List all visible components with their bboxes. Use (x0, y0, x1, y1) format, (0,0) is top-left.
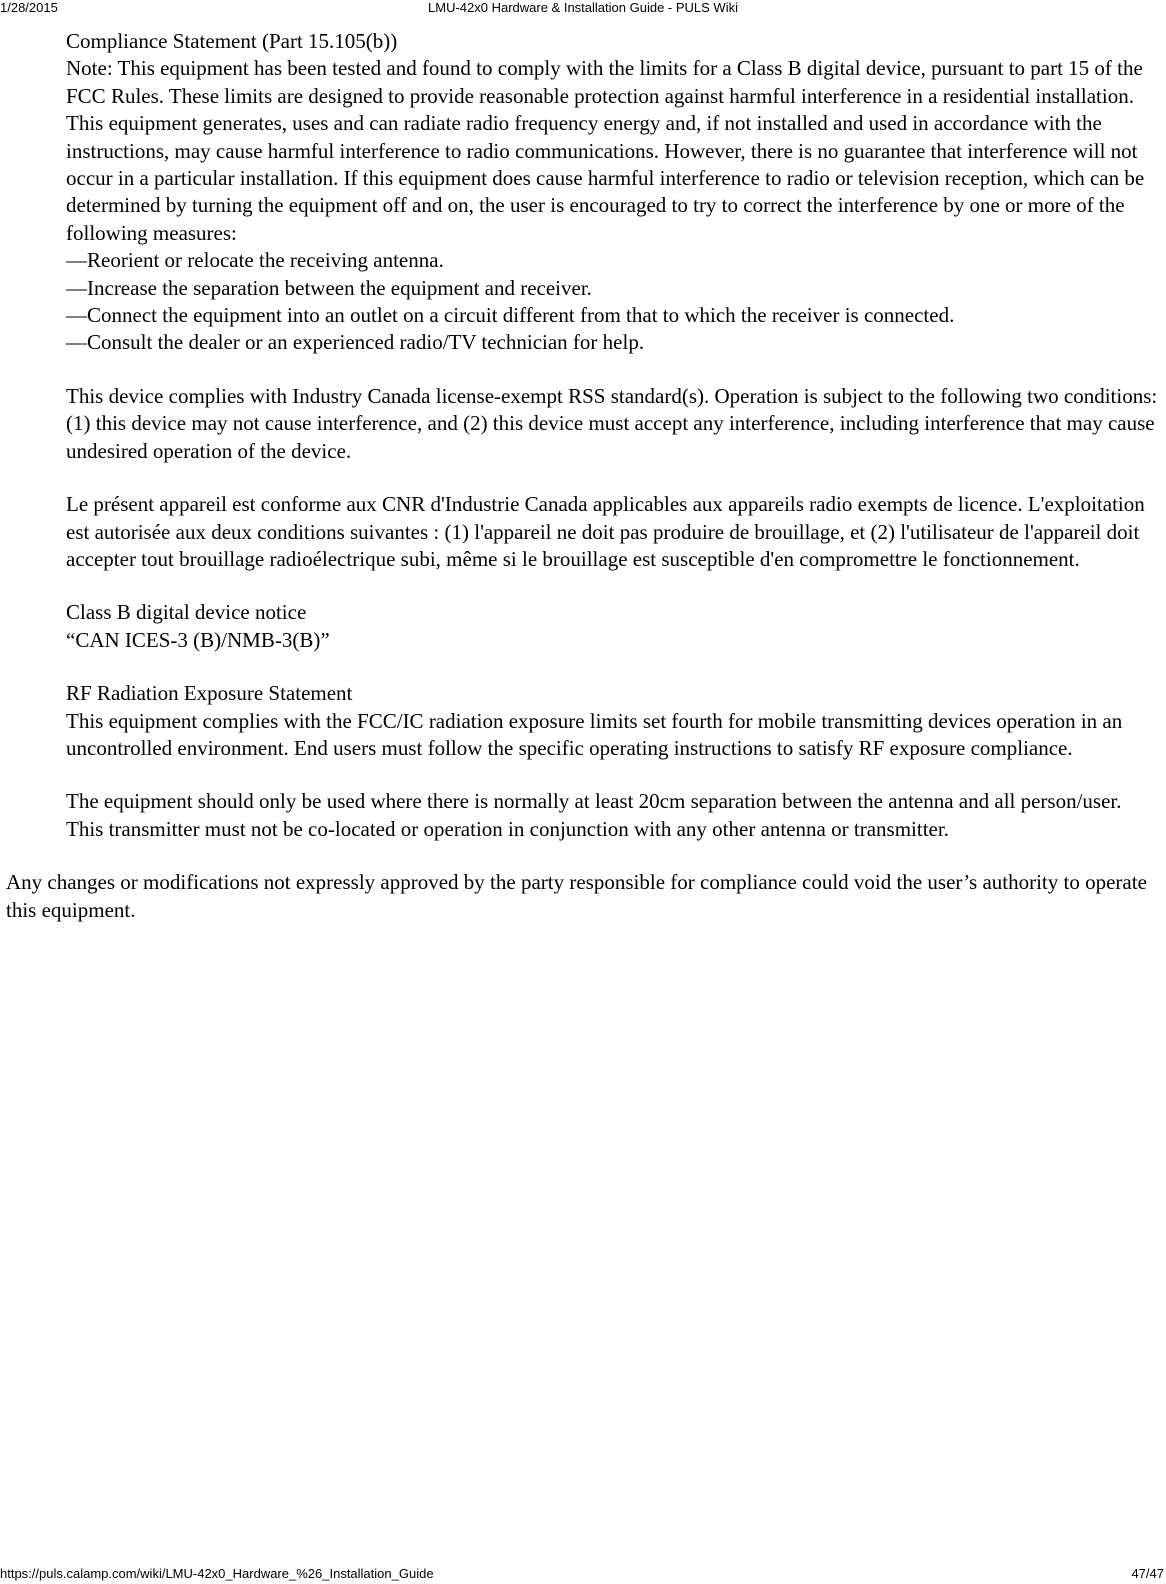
ic-french-section (66, 491, 1158, 573)
page-number: 47/47 (1131, 1566, 1164, 1581)
fcc-heading: Compliance Statement (Part 15.105(b)) (66, 29, 398, 53)
fcc-note: Note: This equipment has been tested and found to comply with the limits for a Class B digital device, pursuant to part 15 of the FCC Rules. These limits are designed to provide reasonable protection against harmful interference in a residential installation. This equipment generates, uses and can radiate radio frequency energy and, if not installed and used in accordance with the instructions, may cause harmful interference to radio communications. However, there is no guarantee that interference will not occur in a particular installation. If this equipment does cause harmful interference to radio or television reception, which can be determined by turning the equipment off and on, the user is encouraged to try to correct the interference by one or more of the following measures: (66, 56, 1145, 245)
print-title: LMU-42x0 Hardware & Installation Guide - PULS Wiki (428, 0, 738, 15)
rf-heading: RF Radiation Exposure Statement (66, 681, 353, 706)
modifications-section (6, 869, 1158, 924)
fcc-section (66, 28, 1158, 357)
document-body (0, 28, 1166, 924)
rf-section (66, 680, 1158, 762)
print-header (0, 0, 1166, 18)
print-date: 1/28/2015 (0, 0, 58, 15)
class-b-section (66, 599, 1158, 654)
ic-french-text: Le présent appareil est conforme aux CNR d'Industrie Canada applicables aux appareils radio exempts de licence. L'exploitation est autorisée aux deux conditions suivantes : (1) l'appareil ne doit pas produire de brouillage, et (2) l'utilisateur de l'appareil doit accepter tout brouillage radioélectrique subi, même si le brouillage est susceptible d'en compromettre le fonctionnement. (66, 492, 1145, 571)
measure-item: —Consult the dealer or an experienced radio/TV technician for help. (66, 330, 645, 355)
modifications-text: Any changes or modifications not expressly approved by the party responsible for compliance could void the user’s authority to operate this equipment. (6, 870, 1147, 922)
ic-english-text: This device complies with Industry Canada license-exempt RSS standard(s). Operation is subject to the following two conditions: (1) this device may not cause interference, and (2) this device must accept any interference, including interference that may cause undesired operation of the device. (66, 383, 1158, 463)
separation-section (66, 788, 1158, 843)
print-footer (0, 1566, 1166, 1584)
class-b-text: “CAN ICES-3 (B)/NMB-3(B)” (66, 627, 330, 652)
measure-item: —Reorient or relocate the receiving antenna. (66, 248, 444, 273)
rf-text: This equipment complies with the FCC/IC radiation exposure limits set fourth for mobile transmitting devices operation in an uncontrolled environment. End users must follow the specific operating instructions to satisfy RF exposure compliance. (66, 708, 1123, 760)
measure-item: —Connect the equipment into an outlet on a circuit different from that to which the receiver is connected. (66, 303, 955, 328)
measure-item: —Increase the separation between the equipment and receiver. (66, 275, 592, 300)
compliance-sections (66, 28, 1158, 843)
ic-english-section (66, 383, 1158, 465)
separation-text: The equipment should only be used where there is normally at least 20cm separation between the antenna and all person/user. (66, 789, 1122, 814)
page-url: https://puls.calamp.com/wiki/LMU-42x0_Hardware_%26_Installation_Guide (0, 1566, 434, 1581)
colocation-text: This transmitter must not be co-located or operation in conjunction with any other antenna or transmitter. (66, 816, 949, 841)
class-b-heading: Class B digital device notice (66, 600, 307, 625)
